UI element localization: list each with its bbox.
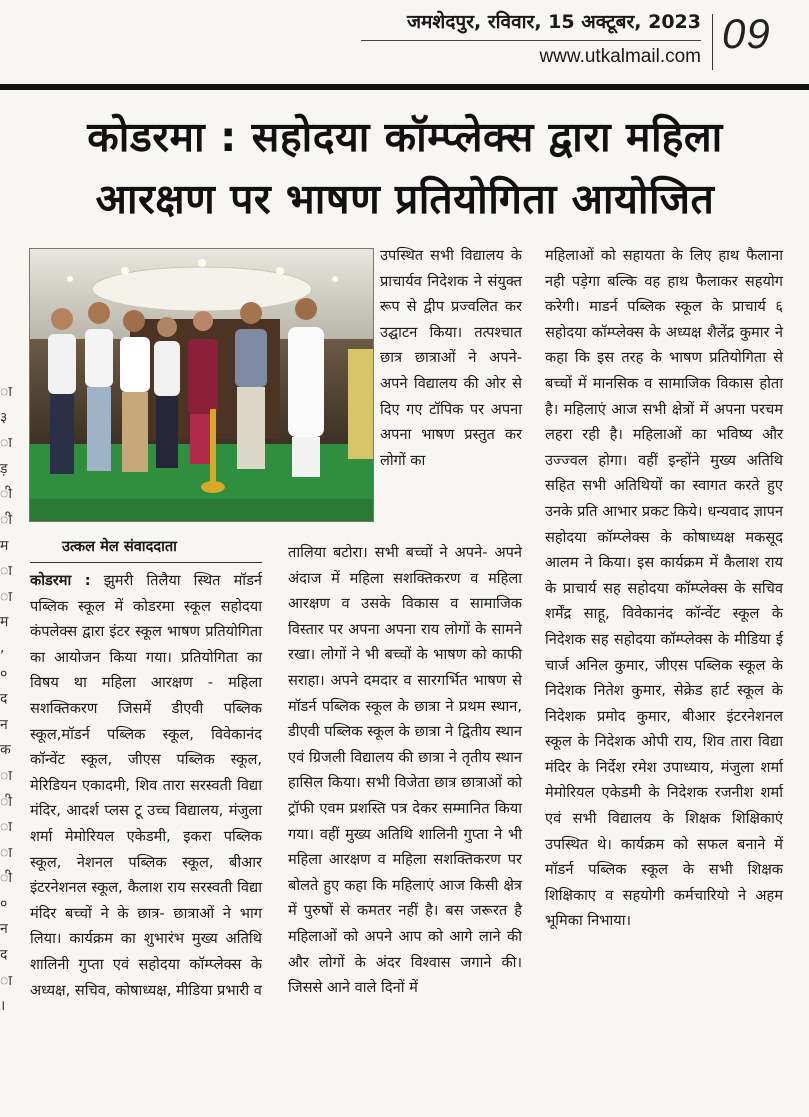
byline: उत्कल मेल संवाददाता: [62, 538, 177, 555]
event-photo: [29, 248, 374, 522]
article-column-3: [545, 243, 783, 934]
headline-line-1: कोडरमा : सहोदया कॉम्प्लेक्स द्वारा महिला: [87, 113, 723, 161]
event-photo-illustration: [30, 249, 373, 521]
adjacent-article-edge: ा ३ ा ड़ ी ी म ा ा म , ० द न क ा ी ा ा ी ० न द ा ।: [0, 384, 12, 1015]
article-text-col3: महिलाओं को सहायता के लिए हाथ फैलाना नही पड़ेगा बल्कि वह हाथ फैलाकर सहयोग करेगी। माडर्न पब्लिक स्कूल के प्राचार्य ६ सहोदया कॉम्प्लेक्स के अध्यक्ष शैलेंद्र कुमार ने कहा कि इस तरह के भाषण प्रतियोगिता से बच्चों में मानसिक व सामाजिक विकास होता है। महिलाएं आज सभी क्षेत्रों में अपना परचम लहरा रही है। महिलाओं का भविष्य और उज्ज्वल होगा। वहीं इन्होंने मुख्य अतिथि सहित सभी अतिथियों का स्वागत करते हुए उनके प्रति आभार प्रकट किये। धन्यवाद ज्ञापन सहोदया कॉम्प्लेक्स के कोषाध्यक्ष मकसूद आलम ने किया। इस कार्यक्रम में कैलाश राय के प्राचार्य सह सहोदया कॉम्प्लेक्स के सचिव शर्मेंद्र साहू, विवेकानंद कॉन्वेंट स्कूल के निदेशक सह सहोदया कॉम्प्लेक्स के मीडिया ई चार्ज अनिल कुमार, जीएस पब्लिक स्कूल के निदेशक नितेश कुमार, सेक्रेड हार्ट स्कूल के निदेशक प्रमोद कुमार, बीआर इंटरनेशनल स्कूल के निदेशक ओपी राय, शिव तारा विद्या मंदिर के निर्देश रमेश उपाध्याय, मंजुला शर्मा मेमोरियल एकेडमी के निदेशक रजनीश शर्मा एवं सभी विद्यालय के शिक्षक शिक्षिकाएं उपस्थित थे। कार्यक्रम को सफल बनाने में मॉडर्न पब्लिक स्कूल के सभी शिक्षक शिक्षिकाए व सहयोगी कर्मचारियो ने अहम भूमिका निभाया।: [545, 247, 783, 930]
article-text-col2: तालिया बटोरा। सभी बच्चों ने अपने- अपने अंदाज में महिला सशक्तिकरण व महिला आरक्षण व उसके विकास व सामाजिक विस्तार पर अपना अपना राय लोगों के सामने रखा। लोगों ने भी बच्चों के भाषण को काफी सराहा। अपने दमदार व सारगर्भित भाषण से मॉडर्न पब्लिक स्कूल के छात्रा ने प्रथम स्थान, डीएवी पब्लिक स्कूल के छात्रा ने द्वितीय स्थान एवं ग्रिजली विद्यालय की छात्रा ने तृतीय स्थान हासिल किया। सभी विजेता छात्र छात्राओं को ट्रॉफी एवम प्रशस्ति पत्र देकर सम्मानित किया गया। वहीं मुख्य अतिथि शालिनी गुप्ता ने भी महिला आरक्षण व महिला सशक्तिकरण पर बोलते हुए कहा कि महिलाएं आज किसी क्षेत्र में पुरुषों से कमतर नहीं है। बस जरूरत है महिलाओं को अपने आप को आगे लाने की और लोगों के अंदर विश्वास जगाने की। जिससे आने वाले दिनों में: [288, 544, 522, 997]
article-column-2-top: [380, 243, 522, 473]
article-text-col2-top: उपस्थित सभी विद्यालय के प्राचार्यव निदेशक ने संयुक्त रूप से द्वीप प्रज्वलित कर उद्घाटन किया। तत्पश्चात छात्र छात्राओं ने अपने-अपने विद्यालय की ओर से दिए गए टॉपिक पर अपना अपना भाषण प्रस्तुत कर लोगों का: [380, 247, 522, 469]
date-underline: [361, 40, 701, 41]
article-paragraph-1: [30, 568, 262, 1003]
edition-date: जमशेदपुर, रविवार, 15 अक्टूबर, 2023: [406, 11, 701, 33]
article-column-1: [30, 568, 262, 1003]
byline-rule: [30, 562, 262, 563]
masthead-rule: [0, 84, 809, 90]
masthead: [0, 0, 809, 92]
headline-line-2: आरक्षण पर भाषण प्रतियोगिता आयोजित: [95, 175, 715, 223]
article-column-2: [288, 540, 522, 1001]
website-url: www.utkalmail.com: [539, 46, 701, 67]
article-headline: [10, 106, 800, 230]
masthead-divider: [712, 14, 713, 70]
article-text-col1: झुमरी तिलैया स्थित मॉडर्न पब्लिक स्कूल में कोडरमा स्कूल सहोदया कंपलेक्स द्वारा इंटर स्कूल भाषण प्रतियोगिता का आयोजन किया गया। प्रतियोगिता का विषय था महिला आरक्षण - महिला सशक्तिकरण जिसमें डीएवी पब्लिक स्कूल,मॉडर्न पब्लिक स्कूल, विवेकानंद कॉन्वेंट स्कूल, जीएस पब्लिक स्कूल, मेरिडियन एकादमी, शिव तारा सरस्वती विद्या मंदिर, आदर्श प्लस टू उच्च विद्यालय, मंजुला शर्मा मेमोरियल एकेडमी, इकरा पब्लिक स्कूल, नेशनल पब्लिक स्कूल, बीआर इंटरनेशनल स्कूल, कैलाश राय सरस्वती विद्या मंदिर बच्चों ने के छात्र- छात्राओं ने भाग लिया। कार्यक्रम का शुभारंभ मुख्य अतिथि शालिनी गुप्ता एवं सहोदया कॉम्प्लेक्स के अध्यक्ष, सचिव, कोषाध्यक्ष, मीडिया प्रभारी व: [30, 572, 262, 999]
page-number: 09: [722, 10, 771, 57]
dateline-lead: कोडरमा :: [30, 572, 91, 589]
